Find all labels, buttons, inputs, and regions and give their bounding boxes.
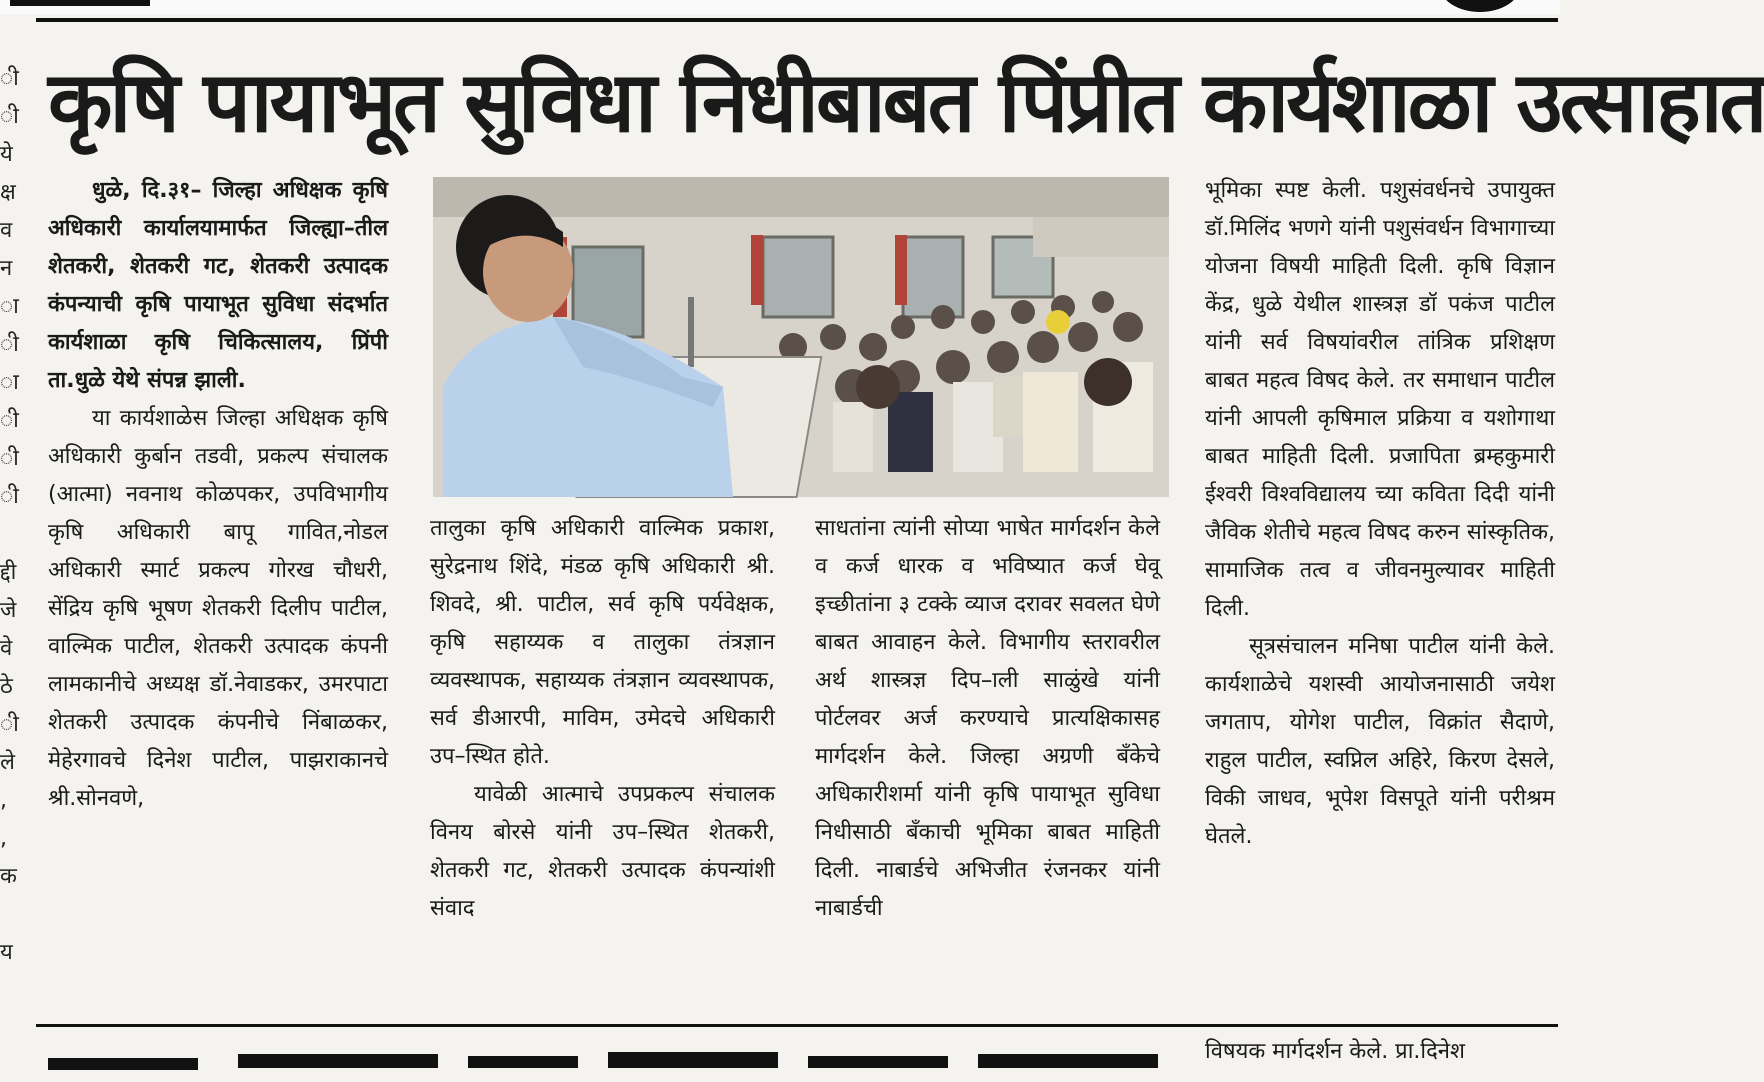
body-paragraph: भूमिका स्पष्ट केली. पशुसंवर्धनचे उपायुक्त डॉ.मिलिंद भणगे यांनी पशुसंवर्धन विभागाच्या योजना विषयी माहिती दिली. कृषि विज्ञान केंद्र, धुळे येथील शास्त्रज्ञ डॉ पकंज पाटील यांनी सर्व विषयांवरील तांत्रिक प्रशिक्षण बाबत महत्व विषद केले. तर समाधान पाटील यांनी आपली कृषिमाल प्रक्रिया व यशोगाथा बाबत माहिती दिली. प्रजापिता ब्रम्हकुमारी ईश्वरी विश्वविद्यालय च्या कविता दिदी यांनी जैविक शेतीचे महत्व विषद करुन सांस्कृतिक, सामाजिक तत्व व जीवनमुल्यावर माहिती दिली. [1205,178,1555,621]
page-top-band [0,0,1560,14]
bottom-rule [36,1024,1558,1027]
top-rule [36,18,1558,22]
next-article-headline-clip [48,1048,1178,1078]
lead-paragraph: धुळे, दि.३१– जिल्हा अधिक्षक कृषि अधिकारी कार्यालयामार्फत जिल्ह्या–तील शेतकरी, शेतकरी गट, शेतकरी उत्पादक कंपन्याची कृषि पायाभूत सुविधा संदर्भात कार्यशाळा कृषि चिकित्सालय, प्रिंपी ता.धुळे येथे संपन्न झाली. [48,178,388,393]
body-paragraph: सूत्रसंचालन मनिषा पाटील यांनी केले. कार्यशाळेचे यशस्वी आयोजनासाठी जयेश जगताप, योगेश पाटील, विक्रांत सैदाणे, राहुल पाटील, स्वप्निल अहिरे, किरण देसले, विकी जाधव, भूपेश विसपूते यांनी परीश्रम घेतले. [1205,634,1555,849]
workshop-photo [433,177,1169,497]
article-headline: कृषि पायाभूत सुविधा निधीबाबत पिंप्रीत कार्यशाळा उत्साहात [48,53,1764,151]
adjacent-column-fragment: ी ी ये क्ष व न ा ी ा ी ी ी द्दी जे वे ठे ी ले , , क य [0,66,19,965]
body-paragraph: तालुका कृषि अधिकारी वाल्मिक प्रकाश, सुरेद्रनाथ शिंदे, मंडळ कृषि अधिकारी श्री. शिवदे, श्री. पाटील, सर्व कृषि पर्यवेक्षक, कृषि सहाय्यक व तालुका तंत्रज्ञान व्यवस्थापक, सहाय्यक तंत्रज्ञान व्यवस्थापक, सर्व डीआरपी, माविम, उमेदचे अधिकारी उप–स्थित होते. [430,516,775,769]
body-paragraph: या कार्यशाळेस जिल्हा अधिक्षक कृषि अधिकारी कुर्बान तडवी, प्रकल्प संचालक (आत्मा) नवनाथ कोळपकर, उपविभागीय कृषि अधिकारी बापू गावित,नोडल अधिकारी स्मार्ट प्रकल्प गोरख चौधरी, सेंद्रिय कृषि भूषण शेतकरी दिलीप पाटील, वाल्मिक पाटील, शेतकरी उत्पादक कंपनी लामकानीचे अध्यक्ष डॉ.नेवाडकर, उमरपाटा शेतकरी उत्पादक कंपनीचे निंबाळकर, मेहेरगावचे दिनेश पाटील, पाझराकानचे श्री.सोनवणे, [48,406,388,811]
body-paragraph: यावेळी आत्माचे उपप्रकल्प संचालक विनय बोरसे यांनी उप–स्थित शेतकरी, शेतकरी गट, शेतकरी उत्पादक कंपन्यांशी संवाद [430,782,775,921]
article-column-1 [48,172,388,1024]
body-paragraph: साधतांना त्यांनी सोप्या भाषेत मार्गदर्शन केले व कर्ज धारक व भविष्यात कर्ज घेवू इच्छीतांना ३ टक्के व्याज दरावर सवलत घेणे बाबत आवाहन केले. विभागीय स्तरावरील अर्थ शास्त्रज्ञ दिप–ाली साळुंखे यांनी पोर्टलवर अर्ज करण्याचे प्रात्यक्षिकासह मार्गदर्शन केले. जिल्हा अग्रणी बँकेचे अधिकारीशर्मा यांनी कृषि पायाभूत सुविधा निधीसाठी बँकाची भूमिका बाबत माहिती दिली. नाबार्डचे अभिजीत रंजनकर यांनी नाबार्डची [815,516,1160,921]
next-article-text-fragment: विषयक मार्गदर्शन केले. प्रा.दिनेश [1205,1039,1465,1064]
article-column-2 [430,510,775,1024]
article-column-4 [1205,172,1555,1024]
article-column-3 [815,510,1160,1024]
masthead-fragment [10,0,150,6]
